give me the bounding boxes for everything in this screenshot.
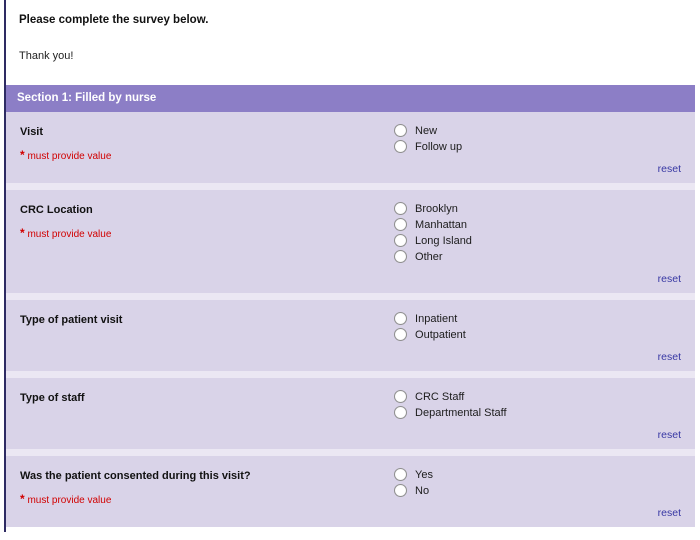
question-row bbox=[6, 378, 695, 449]
required-note bbox=[20, 226, 368, 240]
required-note-text: must provide value bbox=[27, 228, 112, 240]
reset-link[interactable]: reset bbox=[657, 507, 681, 519]
radio-button-icon[interactable] bbox=[394, 234, 407, 247]
row-separator bbox=[6, 449, 695, 456]
radio-button-icon[interactable] bbox=[394, 124, 407, 137]
radio-label: CRC Staff bbox=[415, 390, 465, 403]
radio-button-icon[interactable] bbox=[394, 312, 407, 325]
radio-button-icon[interactable] bbox=[394, 140, 407, 153]
question-label: Type of patient visit bbox=[20, 314, 123, 326]
radio-group bbox=[394, 309, 681, 344]
answer-cell bbox=[378, 456, 695, 527]
radio-option[interactable] bbox=[394, 406, 681, 419]
question-row bbox=[6, 300, 695, 371]
radio-option[interactable] bbox=[394, 202, 681, 215]
radio-button-icon[interactable] bbox=[394, 484, 407, 497]
question-row bbox=[6, 112, 695, 183]
reset-container bbox=[394, 347, 681, 365]
radio-option[interactable] bbox=[394, 468, 681, 481]
question-label: CRC Location bbox=[20, 204, 93, 216]
radio-option[interactable] bbox=[394, 484, 681, 497]
reset-link[interactable]: reset bbox=[657, 429, 681, 441]
radio-label: Follow up bbox=[415, 140, 463, 153]
reset-link[interactable]: reset bbox=[657, 163, 681, 175]
question-label: Was the patient consented during this visit? bbox=[20, 470, 251, 482]
question-list bbox=[6, 112, 695, 527]
radio-label: No bbox=[415, 484, 430, 497]
radio-label: Brooklyn bbox=[415, 202, 458, 215]
radio-button-icon[interactable] bbox=[394, 328, 407, 341]
radio-option[interactable] bbox=[394, 234, 681, 247]
required-asterisk: * bbox=[20, 147, 25, 162]
radio-option[interactable] bbox=[394, 124, 681, 137]
radio-button-icon[interactable] bbox=[394, 406, 407, 419]
radio-option[interactable] bbox=[394, 328, 681, 341]
question-cell bbox=[6, 378, 378, 449]
question-cell bbox=[6, 456, 378, 527]
required-note-text: must provide value bbox=[27, 494, 112, 506]
radio-option[interactable] bbox=[394, 390, 681, 403]
intro-thankyou-text: Thank you! bbox=[19, 50, 74, 62]
reset-link[interactable]: reset bbox=[657, 351, 681, 363]
row-separator bbox=[6, 371, 695, 378]
question-label: Visit bbox=[20, 126, 44, 138]
required-note-text: must provide value bbox=[27, 150, 112, 162]
question-row bbox=[6, 456, 695, 527]
answer-cell bbox=[378, 300, 695, 371]
radio-label: Departmental Staff bbox=[415, 406, 507, 419]
radio-label: Manhattan bbox=[415, 218, 468, 231]
radio-group bbox=[394, 387, 681, 422]
radio-option[interactable] bbox=[394, 218, 681, 231]
required-note bbox=[20, 492, 368, 506]
radio-label: Outpatient bbox=[415, 328, 466, 341]
required-asterisk: * bbox=[20, 225, 25, 240]
survey-page bbox=[4, 0, 695, 532]
radio-group bbox=[394, 465, 681, 500]
radio-option[interactable] bbox=[394, 140, 681, 153]
radio-label: New bbox=[415, 124, 438, 137]
radio-option[interactable] bbox=[394, 312, 681, 325]
section-header: Section 1: Filled by nurse bbox=[6, 85, 695, 112]
question-row bbox=[6, 190, 695, 293]
radio-button-icon[interactable] bbox=[394, 390, 407, 403]
reset-container bbox=[394, 159, 681, 177]
row-separator bbox=[6, 293, 695, 300]
radio-group bbox=[394, 121, 681, 156]
answer-cell bbox=[378, 378, 695, 449]
answer-cell bbox=[378, 190, 695, 293]
question-cell bbox=[6, 112, 378, 183]
radio-label: Other bbox=[415, 250, 443, 263]
required-note bbox=[20, 148, 368, 162]
reset-container bbox=[394, 425, 681, 443]
row-separator bbox=[6, 183, 695, 190]
radio-button-icon[interactable] bbox=[394, 468, 407, 481]
radio-label: Inpatient bbox=[415, 312, 458, 325]
survey-intro bbox=[6, 0, 695, 85]
radio-label: Yes bbox=[415, 468, 433, 481]
reset-container bbox=[394, 269, 681, 287]
radio-label: Long Island bbox=[415, 234, 472, 247]
intro-instruction-text: Please complete the survey below. bbox=[19, 14, 209, 26]
radio-button-icon[interactable] bbox=[394, 202, 407, 215]
radio-option[interactable] bbox=[394, 250, 681, 263]
radio-button-icon[interactable] bbox=[394, 250, 407, 263]
radio-button-icon[interactable] bbox=[394, 218, 407, 231]
question-label: Type of staff bbox=[20, 392, 85, 404]
question-cell bbox=[6, 190, 378, 293]
answer-cell bbox=[378, 112, 695, 183]
radio-group bbox=[394, 199, 681, 266]
reset-container bbox=[394, 503, 681, 521]
required-asterisk: * bbox=[20, 491, 25, 506]
reset-link[interactable]: reset bbox=[657, 273, 681, 285]
question-cell bbox=[6, 300, 378, 371]
